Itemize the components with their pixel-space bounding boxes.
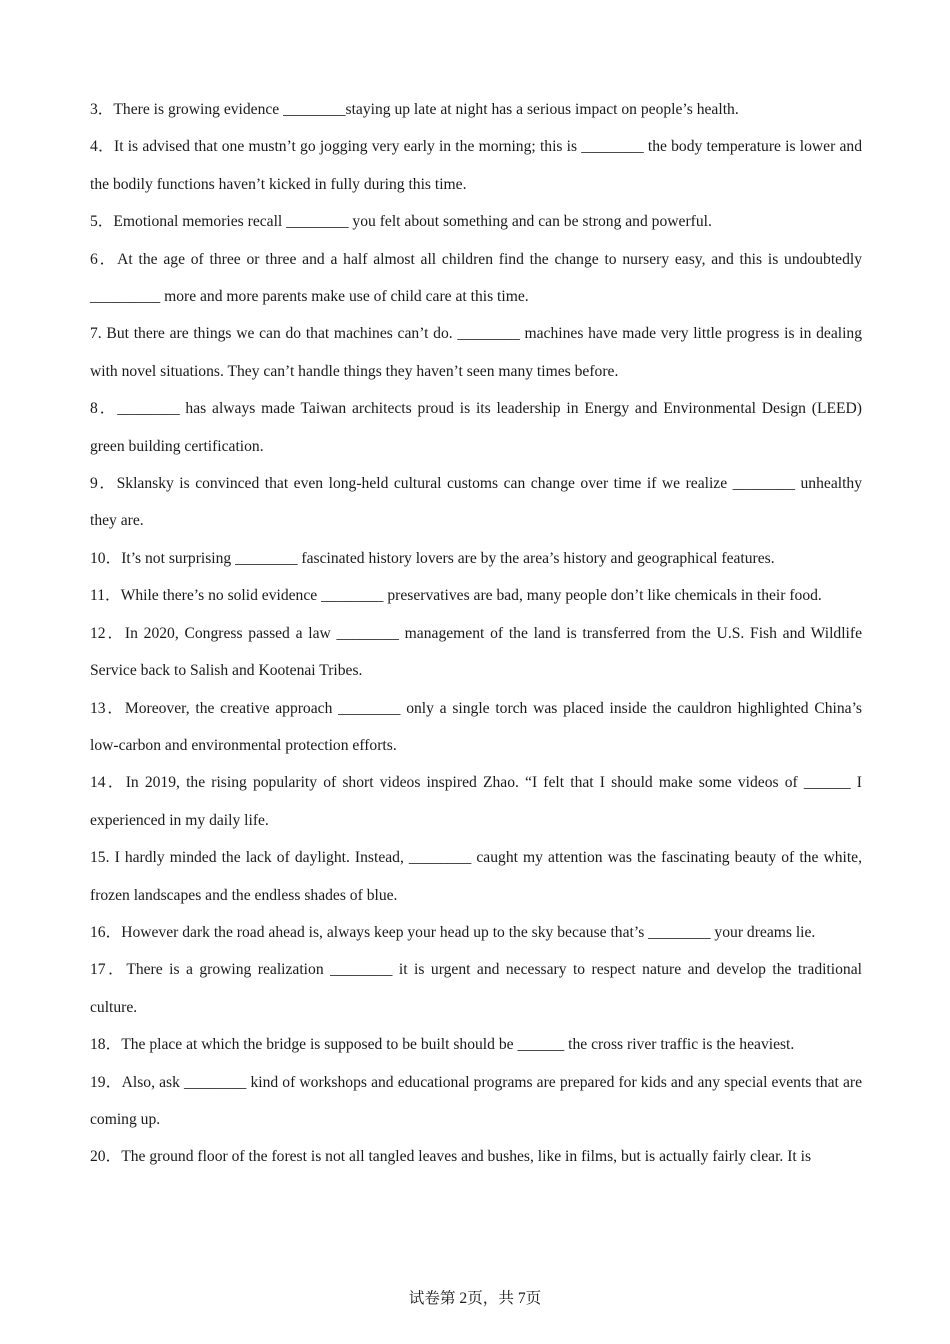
question-7: 7. But there are things we can do that machines can’t do. ________ machines have made very little progress is in dealing with novel situations. They can’t handle things they haven’t seen many times before. [90, 325, 862, 380]
question-18: 18．The place at which the bridge is supposed to be built should be ______ the cross river traffic is the heaviest. [90, 1036, 795, 1054]
question-9: 9．Sklansky is convinced that even long-held cultural customs can change over time if we realize ________ unhealthy they are. [90, 475, 862, 530]
question-12: 12．In 2020, Congress passed a law ________ management of the land is transferred from the U.S. Fish and Wildlife Service back to Salish and Kootenai Tribes. [90, 624, 862, 680]
page-footer: 试卷第 2页，共 7页 [408, 1290, 542, 1307]
question-13: 13．Moreover, the creative approach ________ only a single torch was placed inside the cauldron highlighted China’s low-carbon and environmental protection efforts. [90, 699, 862, 754]
question-6: 6．At the age of three or three and a half almost all children find the change to nursery easy, and this is undoubtedly _________ more and more parents make use of child care at this time. [90, 250, 862, 306]
question-4: 4．It is advised that one mustn’t go jogging very early in the morning; this is ________ the body temperature is lower and the bodily functions haven’t kicked in fully during this time. [90, 138, 862, 193]
question-3: 3．There is growing evidence ________staying up late at night has a serious impact on people’s health. [90, 101, 739, 118]
question-8: 8．________ has always made Taiwan architects proud is its leadership in Energy and Environmental Design (LEED) green building certification. [90, 400, 862, 455]
question-15: 15. I hardly minded the lack of daylight. Instead, ________ caught my attention was the fascinating beauty of the white, frozen landscapes and the endless shades of blue. [90, 849, 862, 904]
question-10: 10．It’s not surprising ________ fascinated history lovers are by the area’s history and geographical features. [90, 549, 775, 567]
question-list [90, 91, 862, 1176]
question-19: 19．Also, ask ________ kind of workshops and educational programs are prepared for kids and any special events that are coming up. [90, 1073, 862, 1128]
question-17: 17．There is a growing realization ________ it is urgent and necessary to respect nature and develop the traditional culture. [90, 961, 862, 1016]
question-20: 20．The ground floor of the forest is not all tangled leaves and bushes, like in films, but is actually fairly clear. It is [90, 1148, 812, 1166]
question-16: 16．However dark the road ahead is, always keep your head up to the sky because that’s ________ your dreams lie. [90, 923, 816, 941]
question-14: 14．In 2019, the rising popularity of short videos inspired Zhao. “I felt that I should make some videos of ______ I experienced in my daily life. [90, 774, 862, 829]
question-5: 5．Emotional memories recall ________ you felt about something and can be strong and powerful. [90, 213, 712, 231]
question-11: 11．While there’s no solid evidence ________ preservatives are bad, many people don’t like chemicals in their food. [90, 587, 822, 605]
